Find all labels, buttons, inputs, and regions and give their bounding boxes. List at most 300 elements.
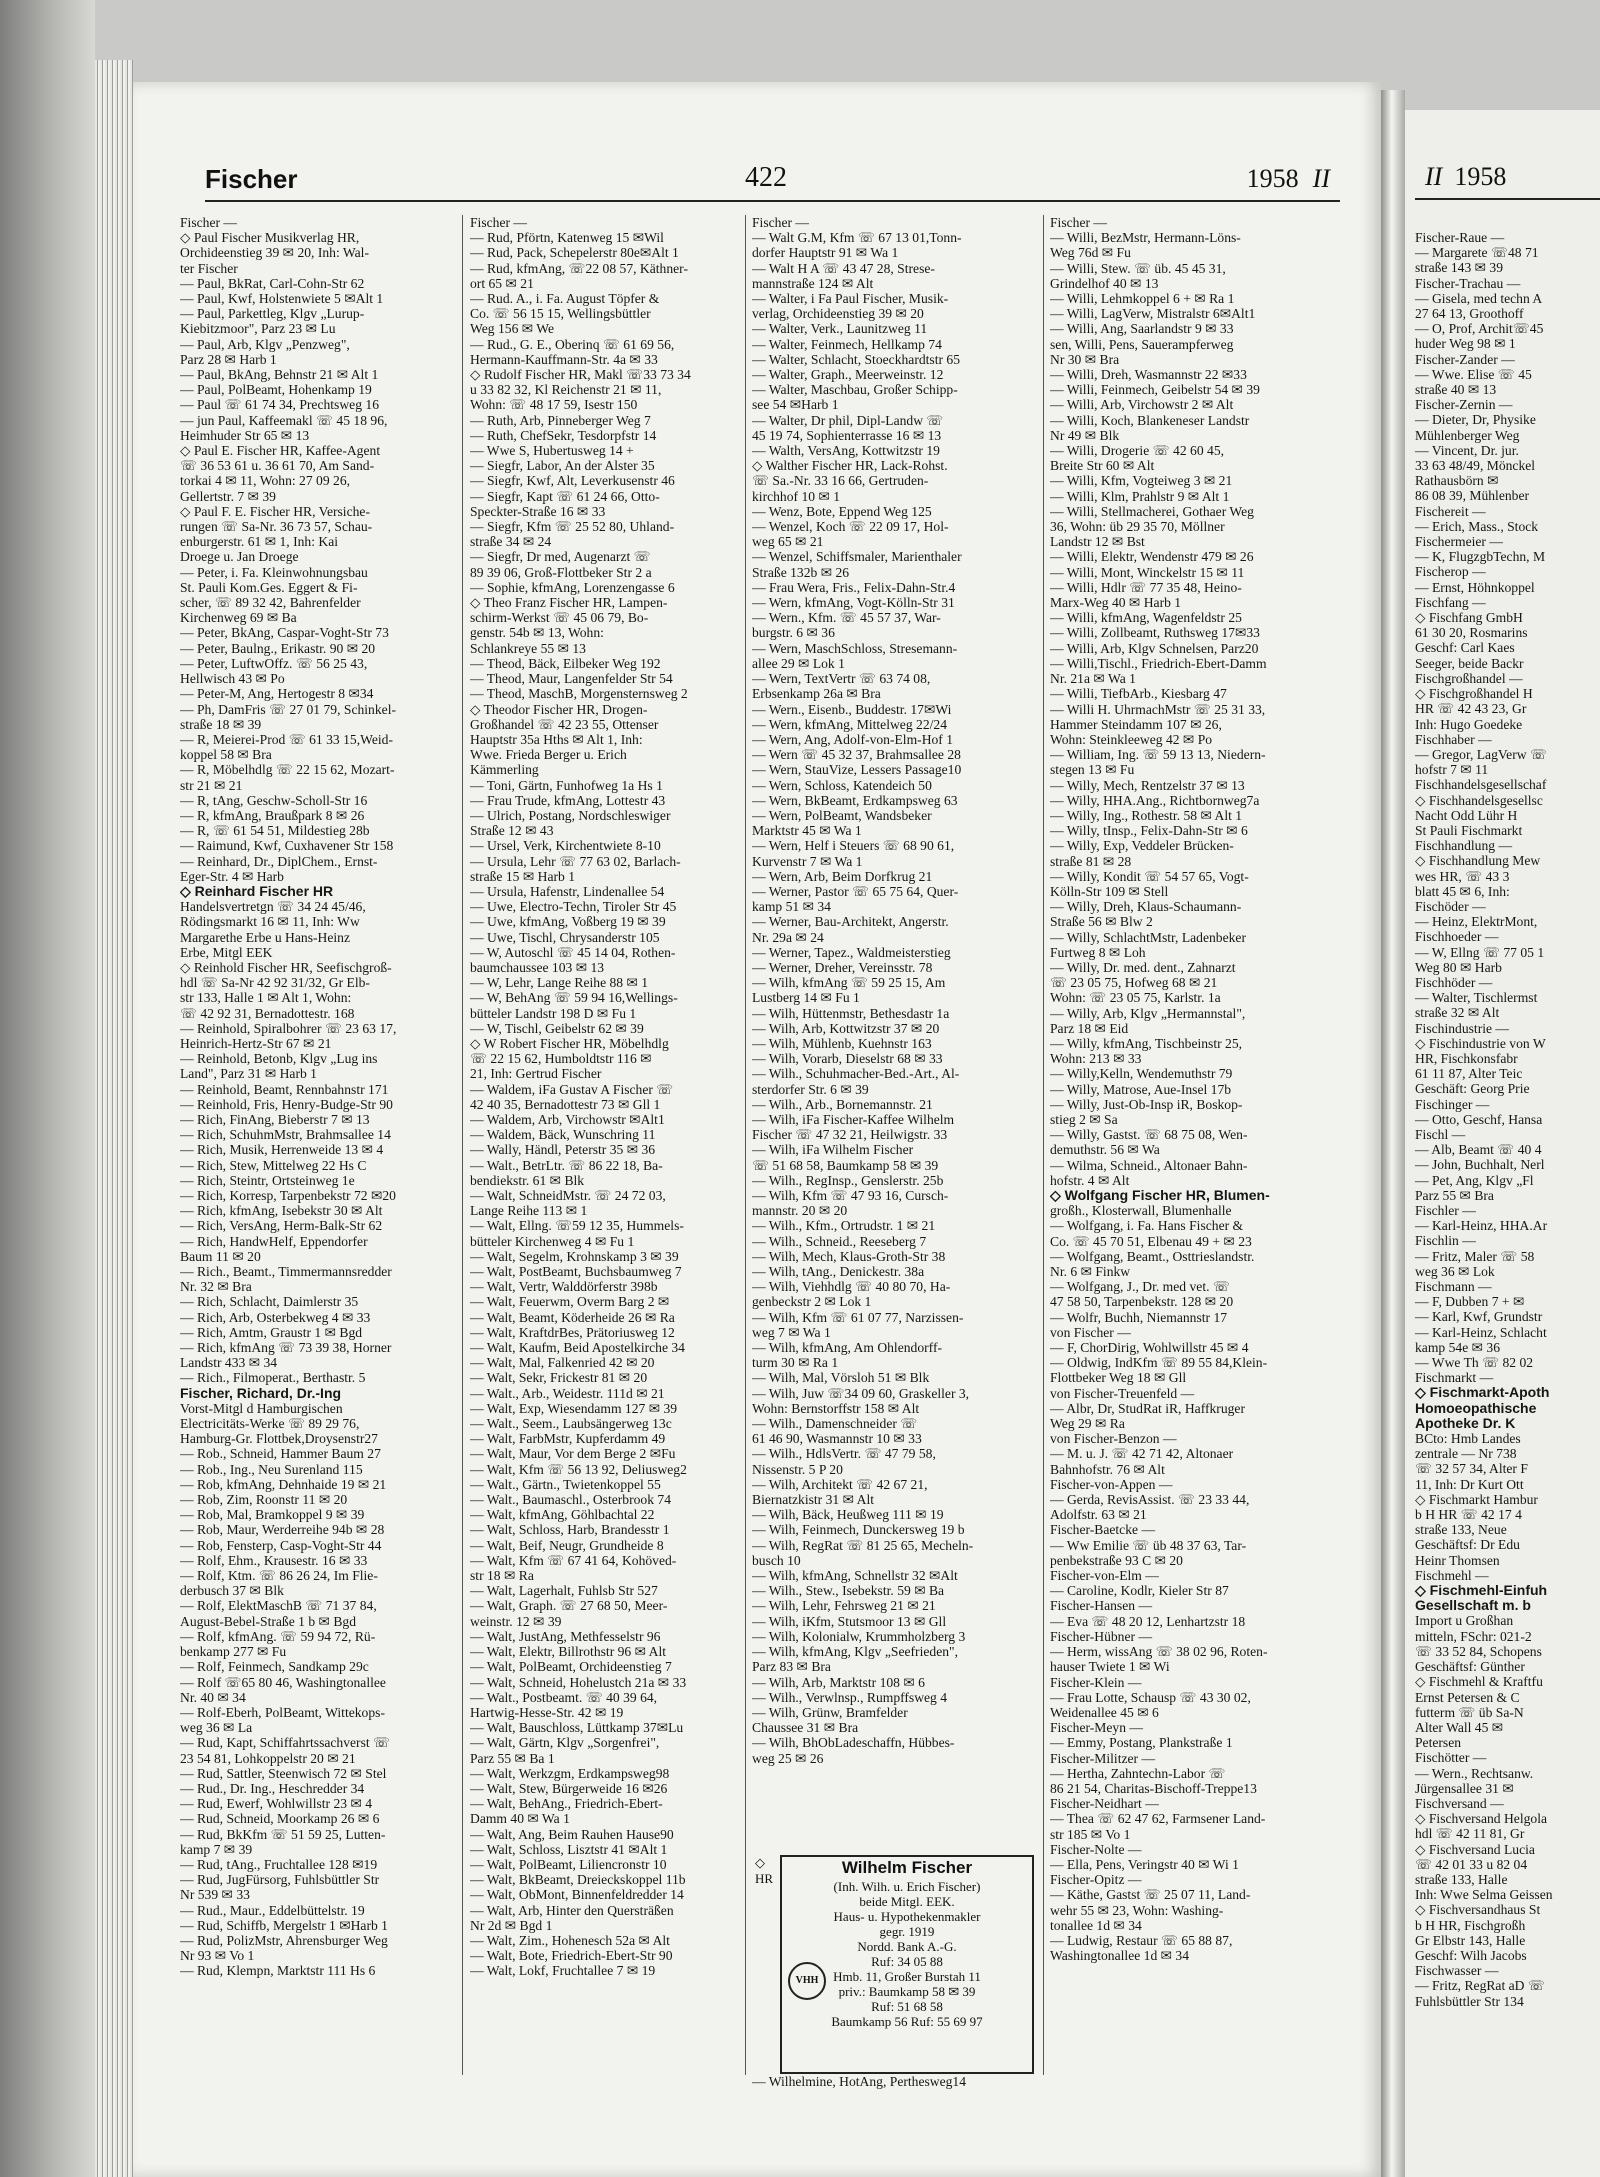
directory-entry-line: ◇ Walther Fischer HR, Lack-Rohst. xyxy=(752,458,948,474)
directory-entry-line: genstr. 54b ✉ 13, Wohn: xyxy=(470,625,604,641)
directory-entry-line: Nordd. Bank A.-G. xyxy=(857,1939,957,1954)
directory-entry-line: — Thea ☏ 62 47 62, Farmsener Land- xyxy=(1050,1811,1266,1827)
directory-entry-line: — Wilh, Kfm ☏ 61 07 77, Narzissen- xyxy=(752,1309,964,1325)
directory-entry-line: str 21 ✉ 21 xyxy=(180,777,243,793)
directory-entry-line: — Wern, PolBeamt, Wandsbeker xyxy=(752,807,932,823)
directory-entry-line: — Willi, Kfm, Vogteiweg 3 ✉ 21 xyxy=(1050,473,1233,489)
directory-entry-line: kamp 54e ✉ 36 xyxy=(1415,1339,1501,1355)
directory-entry-line: Heinrich-Hertz-Str 67 ✉ 21 xyxy=(180,1035,332,1051)
directory-entry-line: Bahnhofstr. 76 ✉ Alt xyxy=(1050,1461,1165,1477)
directory-entry-line: Fischer, Richard, Dr.-Ing xyxy=(180,1384,342,1401)
directory-entry-line: — Wilh, Grünw, Bramfelder xyxy=(752,1704,908,1720)
directory-entry-line: Co. ☏ 45 70 51, Elbenau 49 + ✉ 23 xyxy=(1050,1233,1252,1249)
directory-entry-line: — Walt, BkBeamt, Dreieckskoppel 11b xyxy=(470,1872,686,1888)
directory-entry-line: — Wilh, iFa Wilhelm Fischer xyxy=(752,1142,914,1158)
directory-entry-line: — Wilh., Arb., Bornemannstr. 21 xyxy=(752,1096,933,1112)
directory-entry-line: — Wilh, Mühlenb, Kuehnstr 163 xyxy=(752,1035,932,1051)
directory-entry-line: Fischer-Neidhart — xyxy=(1050,1796,1159,1812)
directory-entry-line: 86 21 54, Charitas-Bischoff-Treppe13 xyxy=(1050,1780,1257,1796)
directory-entry-line: — Pet, Ang, Klgv „Fl xyxy=(1415,1172,1534,1188)
directory-entry-line: ◇ Fischversandhaus St xyxy=(1415,1902,1541,1918)
directory-entry-line: — Wern, Schloss, Katendeich 50 xyxy=(752,777,932,793)
directory-entry-line: Geschäftsf: Dr Edu xyxy=(1415,1537,1520,1553)
directory-entry-line: — Walt, Werkzgm, Erdkampsweg98 xyxy=(470,1765,670,1781)
directory-entry-line: — Paul, Parkettleg, Klgv „Lurup- xyxy=(180,306,365,322)
directory-entry-line: turm 30 ✉ Ra 1 xyxy=(752,1355,839,1371)
directory-entry-line: — Peter, BkAng, Caspar-Voght-Str 73 xyxy=(180,625,389,641)
directory-entry-line: stegen 13 ✉ Fu xyxy=(1050,762,1135,778)
directory-entry-line: — Wilh, Viehhdlg ☏ 40 80 70, Ha- xyxy=(752,1279,951,1295)
directory-entry-line: ort 65 ✉ 21 xyxy=(470,275,534,291)
directory-entry-line: — Peter-M, Ang, Hertogestr 8 ✉34 xyxy=(180,686,374,702)
directory-entry-line: Fischermeier — xyxy=(1415,534,1503,550)
directory-entry-line: — Wilh, Feinmech, Dunckersweg 19 b xyxy=(752,1522,965,1538)
directory-entry-line: Orchideenstieg 39 ✉ 20, Inh: Wal- xyxy=(180,245,369,261)
directory-entry-line: Fischereit — xyxy=(1415,503,1486,519)
directory-entry-line: — Wern, Arb, Beim Dorfkrug 21 xyxy=(752,868,933,884)
directory-entry-line: Baumkamp 56 Ruf: 55 69 97 xyxy=(831,2014,983,2029)
directory-entry-line: — Wilh, kfmAng, Klgv „Seefrieden", xyxy=(752,1644,958,1660)
directory-entry-line: — Theod, Maur, Langenfelder Str 54 xyxy=(470,671,673,687)
directory-entry-line: huder Weg 98 ✉ 1 xyxy=(1415,336,1516,352)
directory-entry-line: Kurvenstr 7 ✉ Wa 1 xyxy=(752,853,863,869)
directory-entry-line: — Wilh, Mech, Klaus-Groth-Str 38 xyxy=(752,1248,946,1264)
directory-entry-line: — Walt, PostBeamt, Buchsbaumweg 7 xyxy=(470,1264,682,1280)
directory-entry-line: Washingtonallee 1d ✉ 34 xyxy=(1050,1948,1190,1964)
directory-entry-line: — Siegfr, Kfm ☏ 25 52 80, Uhland- xyxy=(470,519,675,535)
directory-entry-line: — Rich, VersAng, Herm-Balk-Str 62 xyxy=(180,1218,383,1234)
directory-entry-line: ◇ Paul F. E. Fischer HR, Versiche- xyxy=(180,503,370,519)
directory-entry-line: — Wilh., Kfm., Ortrudstr. 1 ✉ 21 xyxy=(752,1218,936,1234)
directory-entry-line: HR xyxy=(755,1871,774,1886)
directory-entry-line: Alter Wall 45 ✉ xyxy=(1415,1719,1504,1735)
directory-entry-line: Nr. 29a ✉ 24 xyxy=(752,929,824,945)
right-volume-label: II xyxy=(1425,162,1443,191)
directory-entry-line: — Rud., Dr. Ing., Heschredder 34 xyxy=(180,1780,365,1796)
directory-entry-line: Adolfstr. 63 ✉ 21 xyxy=(1050,1507,1147,1523)
directory-entry-line: — Ww Emilie ☏ üb 48 37 63, Tar- xyxy=(1050,1537,1247,1553)
directory-entry-line: Inh: Hugo Goedeke xyxy=(1415,716,1523,732)
directory-entry-line: — Wilh, Mal, Vörsloh 51 ✉ Blk xyxy=(752,1370,930,1386)
directory-entry-line: — Walt, PolBeamt, Liliencronstr 10 xyxy=(470,1856,667,1872)
directory-entry-line: — Rich, Korresp, Tarpenbekstr 72 ✉20 xyxy=(180,1188,396,1203)
directory-entry-line: — Rob., Schneid, Hammer Baum 27 xyxy=(180,1446,381,1462)
directory-entry-line: straße 133, Neue xyxy=(1415,1522,1507,1538)
directory-entry-line: — Walt, Kaufm, Beid Apostelkirche 34 xyxy=(470,1340,685,1356)
directory-entry-line: — Walt, KraftdrBes, Prätoriusweg 12 xyxy=(470,1324,675,1340)
directory-entry-line: — Walt., BetrLtr. ☏ 86 22 18, Ba- xyxy=(470,1157,663,1173)
directory-entry-line: — Hertha, Zahntechn-Labor ☏ xyxy=(1050,1765,1226,1781)
right-page-header xyxy=(1415,158,1600,200)
directory-page-right xyxy=(1405,110,1600,2177)
directory-entry-line: Fischer-Hansen — xyxy=(1050,1598,1153,1614)
directory-entry-line: — Theod, MaschB, Morgensternsweg 2 xyxy=(470,686,688,702)
directory-entry-line: Fischer-Opitz — xyxy=(1050,1872,1142,1888)
page-stack-edge xyxy=(95,60,133,2177)
directory-entry-line: Gellertstr. 7 ✉ 39 xyxy=(180,488,276,504)
directory-entry-line: — Rich., Filmoperat., Berthastr. 5 xyxy=(180,1370,366,1386)
directory-entry-line: — Walt, Elektr, Billrothstr 96 ✉ Alt xyxy=(470,1644,667,1660)
directory-entry-line: Nr 93 ✉ Vo 1 xyxy=(180,1948,255,1964)
directory-entry-line: Erbsenkamp 26a ✉ Bra xyxy=(752,686,881,702)
directory-entry-line: — Willi, Elektr, Wendenstr 479 ✉ 26 xyxy=(1050,549,1254,565)
directory-entry-line: torkai 4 ✉ 11, Wohn: 27 09 26, xyxy=(180,473,351,489)
directory-entry-line: ☏ 32 57 34, Alter F xyxy=(1415,1461,1528,1477)
directory-entry-line: Fischer — xyxy=(752,215,810,230)
directory-entry-line: Fischfang — xyxy=(1415,594,1486,610)
directory-entry-line: Geschäft: Georg Prie xyxy=(1415,1081,1530,1097)
directory-entry-line: — Rich, Steintr, Ortsteinweg 1e xyxy=(180,1172,355,1188)
directory-entry-line: — Rolf, Ktm. ☏ 86 26 24, Im Flie- xyxy=(180,1568,378,1584)
directory-entry-line: — Willy, Ing., Rothestr. 58 ✉ Alt 1 xyxy=(1050,807,1243,823)
directory-entry-line: ◇ Theodor Fischer HR, Drogen- xyxy=(470,701,648,717)
directory-entry-line: — Walt H A ☏ 43 47 28, Strese- xyxy=(752,260,935,276)
directory-entry-line: weg 36 ✉ Lok xyxy=(1415,1263,1495,1279)
directory-entry-line: hdl ☏ 42 11 81, Gr xyxy=(1415,1826,1525,1842)
directory-entry-line: — Walt., Baumaschl., Osterbrook 74 xyxy=(470,1492,672,1508)
directory-entry-line: — Rolf, Feinmech, Sandkamp 29c xyxy=(180,1659,369,1675)
directory-entry-line: kirchhof 10 ✉ 1 xyxy=(752,488,841,504)
directory-entry-line: — Karl-Heinz, HHA.Ar xyxy=(1415,1218,1548,1234)
running-head-name: Fischer xyxy=(205,164,298,194)
directory-entry-line: Fischversand — xyxy=(1415,1795,1504,1811)
directory-entry-line: Fischhöder — xyxy=(1415,974,1493,990)
directory-entry-line: — Rich, Stew, Mittelweg 22 Hs C xyxy=(180,1157,367,1173)
directory-entry-line: — K, FlugzgbTechn, M xyxy=(1415,549,1546,565)
directory-entry-line: — Walth, VersAng, Kottwitzstr 19 xyxy=(752,443,940,459)
directory-entry-line: — Walt, SchneidMstr. ☏ 24 72 03, xyxy=(470,1188,666,1203)
directory-entry-line: — Rud, kfmAng, ☏22 08 57, Käthner- xyxy=(470,260,688,276)
directory-entry-line: Fischhandelsgesellschaf xyxy=(1415,777,1547,793)
directory-entry-line: str 185 ✉ Vo 1 xyxy=(1050,1826,1131,1842)
right-year-label: 1958 xyxy=(1454,162,1507,191)
directory-entry-line: sen, Willi, Pens, Sauerampferweg xyxy=(1050,336,1234,352)
directory-entry-line: ◇ W Robert Fischer HR, Möbelhdlg xyxy=(470,1035,669,1051)
directory-entry-line: — R, Möbelhdlg ☏ 22 15 62, Mozart- xyxy=(180,762,395,778)
directory-entry-line: 89 39 06, Groß-Flottbeker Str 2 a xyxy=(470,564,652,580)
directory-entry-line: ◇ Fischfang GmbH xyxy=(1415,610,1523,626)
directory-entry-line: ◇ Rudolf Fischer HR, Makl ☏33 73 34 xyxy=(470,367,691,383)
directory-entry-line: — Paul, PolBeamt, Hohenkamp 19 xyxy=(180,382,372,398)
directory-entry-line: 23 54 81, Lohkoppelstr 20 ✉ 21 xyxy=(180,1750,356,1766)
directory-entry-line: — R, kfmAng, Braußpark 8 ✉ 26 xyxy=(180,807,365,823)
directory-entry-line: — Willy, Gastst. ☏ 68 75 08, Wen- xyxy=(1050,1127,1248,1143)
directory-entry-line: — Paul, BkRat, Carl-Cohn-Str 62 xyxy=(180,275,365,291)
ad-company-name: Wilhelm Fischer xyxy=(841,1858,973,1877)
directory-entry-line: — Wern, Ang, Adolf-von-Elm-Hof 1 xyxy=(752,731,954,747)
directory-entry-line: — Rud., G. E., Oberinq ☏ 61 69 56, xyxy=(470,336,675,352)
directory-entry-line: — Emmy, Postang, Plankstraße 1 xyxy=(1050,1735,1233,1751)
directory-entry-line: — Wilh, Juw ☏34 09 60, Graskeller 3, xyxy=(752,1385,970,1401)
directory-entry-line: — Wilh, Architekt ☏ 42 67 21, xyxy=(752,1476,928,1492)
directory-entry-line: — Karl, Kwf, Grundstr xyxy=(1415,1309,1543,1325)
directory-entry-line: — Walt, BehAng., Friedrich-Ebert- xyxy=(470,1796,663,1812)
directory-entry-line: Geschf: Wilh Jacobs xyxy=(1415,1947,1527,1963)
directory-entry-line: — Rob, Mal, Bramkoppel 9 ✉ 39 xyxy=(180,1507,365,1523)
directory-entry-line: Hamburg-Gr. Flottbek,Droysenstr27 xyxy=(180,1431,378,1447)
directory-entry-line: — Rich, kfmAng ☏ 73 39 38, Horner xyxy=(180,1340,392,1356)
directory-entry-line: ◇ Fischhandelsgesellsc xyxy=(1415,792,1543,808)
directory-entry-line: hauser Twiete 1 ✉ Wi xyxy=(1050,1659,1170,1675)
directory-entry-line: weinstr. 12 ✉ 39 xyxy=(470,1613,562,1629)
directory-entry-line: — Otto, Geschf, Hansa xyxy=(1415,1111,1543,1127)
ad-lines xyxy=(782,1879,1032,2029)
directory-entry-line: Fischhandlung — xyxy=(1415,838,1513,854)
directory-entry-line: — Willi, Lehmkoppel 6 + ✉ Ra 1 xyxy=(1050,291,1235,307)
directory-entry-line: Fischer-Militzer — xyxy=(1050,1750,1156,1766)
directory-entry-line: — Wilh, Kfm ☏ 47 93 16, Cursch- xyxy=(752,1188,949,1203)
directory-entry-line: — O, Prof, Archit☏45 xyxy=(1415,321,1544,337)
directory-entry-line: — Rich, Arb, Osterbekweg 4 ✉ 33 xyxy=(180,1309,371,1325)
directory-entry-line: — Wilh., Stew., Isebekstr. 59 ✉ Ba xyxy=(752,1583,945,1599)
directory-entry-line: Geschf: Carl Kaes xyxy=(1415,640,1515,656)
directory-entry-line: — Sophie, kfmAng, Lorenzengasse 6 xyxy=(470,579,675,595)
directory-entry-line: — Wenz, Bote, Eppend Weg 125 xyxy=(752,503,932,519)
directory-entry-line: — Wilh, Arb, Kottwitzstr 37 ✉ 20 xyxy=(752,1020,940,1036)
directory-entry-line: — Walt, Bote, Friedrich-Ebert-Str 90 xyxy=(470,1948,673,1964)
directory-entry-line: — Wolfr, Buchh, Niemannstr 17 xyxy=(1050,1309,1228,1325)
directory-entry-line: — Willi, Zollbeamt, Ruthsweg 17✉33 xyxy=(1050,625,1260,641)
directory-entry-line: ◇ Fischversand Lucia xyxy=(1415,1841,1535,1857)
directory-entry-line: straße 32 ✉ Alt xyxy=(1415,1005,1500,1021)
directory-entry-line: Fischöder — xyxy=(1415,898,1486,914)
directory-entry-line: futterm ☏ üb Sa-N xyxy=(1415,1704,1524,1720)
directory-entry-line: — Wern, Helf i Steuers ☏ 68 90 61, xyxy=(752,838,955,854)
directory-entry-line: hdl ☏ Sa-Nr 42 92 31/32, Gr Elb- xyxy=(180,975,370,991)
directory-entry-line: — R, tAng, Geschw-Scholl-Str 16 xyxy=(180,792,368,808)
directory-entry-line: — Walt, PolBeamt, Orchideenstieg 7 xyxy=(470,1659,672,1675)
directory-entry-line: — Rich, Musik, Herrenweide 13 ✉ 4 xyxy=(180,1142,384,1158)
directory-entry-line: von Fischer-Benzon — xyxy=(1050,1431,1177,1447)
directory-entry-line: — Wern, kfmAng, Mittelweg 22/24 xyxy=(752,716,947,732)
directory-entry-line: Kirchenweg 69 ✉ Ba xyxy=(180,610,297,626)
directory-entry-line: — Ruth, ChefSekr, Tesdorpfstr 14 xyxy=(470,427,657,443)
directory-entry-line: — Walt, Schloss, Harb, Brandesstr 1 xyxy=(470,1522,670,1538)
directory-entry-line: — Walt, Gärtn, Klgv „Sorgenfrei", xyxy=(470,1735,660,1751)
directory-entry-line: — Oldwig, IndKfm ☏ 89 55 84,Klein- xyxy=(1050,1355,1268,1371)
directory-entry-line: — Wilh, Lehr, Fehrsweg 21 ✉ 21 xyxy=(752,1598,936,1614)
directory-entry-line: — Willy, HHA.Ang., Richtbornweg7a xyxy=(1050,792,1260,808)
directory-entry-line: Fischer-von-Elm — xyxy=(1050,1568,1159,1584)
directory-entry-line: kamp 7 ✉ 39 xyxy=(180,1841,253,1857)
directory-entry-line: Fischinger — xyxy=(1415,1096,1490,1112)
directory-entry-line: — Willi, Arb, Virchowstr 2 ✉ Alt xyxy=(1050,397,1234,413)
directory-entry-line: bendiekstr. 61 ✉ Blk xyxy=(470,1172,585,1188)
directory-entry-line: ◇ Wolfgang Fischer HR, Blumen- xyxy=(1050,1187,1270,1203)
directory-entry-line: priv.: Baumkamp 58 ✉ 39 xyxy=(838,1984,976,1999)
directory-column-2 xyxy=(470,215,735,2080)
directory-entry-line: — W, Ellng ☏ 77 05 1 xyxy=(1415,944,1545,960)
directory-entry-line: — Rud, PolizMstr, Ahrensburger Weg xyxy=(180,1932,388,1948)
directory-entry-line: — Rob, Fensterp, Casp-Voght-Str 44 xyxy=(180,1537,382,1553)
directory-entry-line: — Karl-Heinz, Schlacht xyxy=(1415,1324,1547,1340)
directory-column-4 xyxy=(1050,215,1330,2080)
directory-entry-line: — Walter, Dr phil, Dipl-Landw ☏ xyxy=(752,412,944,428)
directory-entry-line: — Erich, Mass., Stock xyxy=(1415,518,1539,534)
scan-binding-edge xyxy=(0,0,95,2177)
directory-entry-line: str 133, Halle 1 ✉ Alt 1, Wohn: xyxy=(180,990,352,1006)
directory-entry-line: — Walt., Arb., Weidestr. 111d ✉ 21 xyxy=(470,1385,665,1401)
directory-entry-line: HR ☏ 42 43 23, Gr xyxy=(1415,701,1527,717)
directory-entry-line: Mühlenberger Weg xyxy=(1415,427,1520,443)
directory-entry-line: — Wern ☏ 45 32 37, Brahmsallee 28 xyxy=(752,747,961,763)
directory-entry-line: ◇ Fischmehl & Kraftfu xyxy=(1415,1674,1543,1690)
directory-entry-line: Hammer Steindamm 107 ✉ 26, xyxy=(1050,716,1222,732)
directory-entry-line: — Dieter, Dr, Physike xyxy=(1415,412,1536,428)
directory-entry-line: — Willi, LagVerw, Mistralstr 6✉Alt1 xyxy=(1050,306,1256,322)
directory-entry-line: 21, Inh: Gertrud Fischer xyxy=(470,1066,602,1082)
directory-entry-line: — Rud. A., i. Fa. August Töpfer & xyxy=(470,291,660,307)
directory-entry-line: Lange Reihe 113 ✉ 1 xyxy=(470,1203,588,1219)
directory-entry-line: Fischler — xyxy=(1415,1203,1476,1218)
directory-entry-line: genbeckstr 2 ✉ Lok 1 xyxy=(752,1294,872,1310)
directory-entry-line: Fischer-Zernin — xyxy=(1415,397,1513,413)
directory-entry-line: — jun Paul, Kaffeemakl ☏ 45 18 96, xyxy=(180,412,388,428)
directory-entry-line: Fischer — xyxy=(180,215,238,230)
directory-entry-line: — Walt, FarbMstr, Kupferdamm 49 xyxy=(470,1431,666,1447)
directory-entry-line: — Wilh., Damenschneider ☏ xyxy=(752,1416,918,1432)
directory-entry-line: — Walter, Maschbau, Großer Schipp- xyxy=(752,382,958,398)
directory-entry-line: Homoeopathische xyxy=(1415,1399,1537,1416)
directory-entry-line: — Willi H. UhrmachMstr ☏ 25 31 33, xyxy=(1050,701,1266,717)
directory-entry-line: — Walter, Schlacht, Stoeckhardtstr 65 xyxy=(752,351,961,367)
directory-entry-line: scher, ☏ 89 32 42, Bahrenfelder xyxy=(180,595,361,611)
directory-entry-line: beide Mitgl. EEK. xyxy=(859,1894,955,1909)
directory-entry-line: koppel 58 ✉ Bra xyxy=(180,747,272,763)
directory-entry-line: demuthstr. 56 ✉ Wa xyxy=(1050,1142,1160,1158)
directory-entry-line: — Rud., Maur., Eddelbüttelstr. 19 xyxy=(180,1902,365,1918)
directory-entry-line: — Wally, Händl, Peterstr 35 ✉ 36 xyxy=(470,1142,656,1158)
directory-entry-line: Marktstr 45 ✉ Wa 1 xyxy=(752,823,862,839)
directory-entry-line: wes HR, ☏ 43 3 xyxy=(1415,868,1510,884)
directory-entry-line: — Willy, Dreh, Klaus-Schaumann- xyxy=(1050,899,1242,915)
directory-entry-line: ◇ Paul E. Fischer HR, Kaffee-Agent xyxy=(180,443,381,459)
directory-entry-line: Gesellschaft m. b xyxy=(1415,1597,1531,1614)
directory-entry-line: — Wilh, tAng., Denickestr. 38a xyxy=(752,1264,925,1280)
directory-entry-line: enburgerstr. 61 ✉ 1, Inh: Kai xyxy=(180,534,339,550)
column-rule xyxy=(462,215,463,2075)
directory-entry-line: — Rolf, ElektMaschB ☏ 71 37 84, xyxy=(180,1598,377,1614)
directory-entry-line: — Frau Wera, Fris., Felix-Dahn-Str.4 xyxy=(752,579,956,595)
directory-entry-line: — Ruth, Arb, Pinneberger Weg 7 xyxy=(470,412,651,428)
directory-entry-line: straße 81 ✉ 28 xyxy=(1050,853,1132,869)
directory-entry-line: von Fischer — xyxy=(1050,1324,1131,1340)
directory-entry-line: — Willy, Arb, Klgv „Hermannstal", xyxy=(1050,1005,1246,1021)
directory-entry-line: — Walter, Graph., Meerweinstr. 12 xyxy=(752,367,944,383)
directory-entry-line: ◇ Fischindustrie von W xyxy=(1415,1035,1546,1051)
directory-entry-line: Wohn: Steinkleeweg 42 ✉ Po xyxy=(1050,731,1213,747)
column-rule xyxy=(1043,215,1044,2075)
directory-entry-line: Parz 55 ✉ Bra xyxy=(1415,1187,1494,1203)
directory-entry-line: Weg 76d ✉ Fu xyxy=(1050,245,1131,261)
directory-entry-line: — Rud, Ewerf, Wohlwillstr 23 ✉ 4 xyxy=(180,1796,373,1812)
directory-entry-line: — Ursel, Verk, Kirchentwiete 8-10 xyxy=(470,838,661,854)
directory-entry-line: — Rolf ☏65 80 46, Washingtonallee xyxy=(180,1674,386,1690)
directory-entry-line: ☏ 42 92 31, Bernadottestr. 168 xyxy=(180,1005,355,1021)
directory-entry-line: Hartwig-Hesse-Str. 42 ✉ 19 xyxy=(470,1704,624,1720)
directory-entry-line: Straße 12 ✉ 43 xyxy=(470,823,554,839)
directory-entry-line: BCto: Hmb Landes xyxy=(1415,1431,1521,1447)
directory-entry-line: Rathausbörn ✉ xyxy=(1415,473,1499,489)
directory-entry-line: — Wilh, Bäck, Heußweg 111 ✉ 19 xyxy=(752,1507,944,1523)
directory-entry-line: — Rud, Kapt, Schiffahrtssachverst ☏ xyxy=(180,1735,391,1751)
directory-entry-line: — Rud, Pförtn, Katenweg 15 ✉Wil xyxy=(470,230,664,246)
advertisement-box xyxy=(780,1855,1034,2074)
directory-entry-line: Fischmarkt — xyxy=(1415,1370,1494,1386)
directory-entry-line: — Werner, Tapez., Waldmeisterstieg xyxy=(752,944,951,960)
directory-entry-line: — Werner, Pastor ☏ 65 75 64, Quer- xyxy=(752,883,959,899)
directory-entry-line: — Gregor, LagVerw ☏ xyxy=(1415,746,1547,762)
directory-entry-line: — Wilh, Vorarb, Dieselstr 68 ✉ 33 xyxy=(752,1051,943,1067)
directory-entry-line: 61 46 90, Wasmannstr 10 ✉ 33 xyxy=(752,1431,922,1447)
directory-entry-line: Fischwasser — xyxy=(1415,1963,1499,1979)
directory-entry-line: Haus- u. Hypothekenmakler xyxy=(833,1909,981,1924)
directory-entry-line: Baum 11 ✉ 20 xyxy=(180,1248,261,1264)
directory-entry-line: Nr. 21a ✉ Wa 1 xyxy=(1050,671,1136,687)
directory-entry-line: — Walt, Graph. ☏ 27 68 50, Meer- xyxy=(470,1598,668,1614)
directory-entry-line: mannstraße 124 ✉ Alt xyxy=(752,275,874,291)
directory-entry-line: Fischhaber — xyxy=(1415,731,1492,747)
directory-entry-line: Fischhoeder — xyxy=(1415,929,1499,945)
directory-entry-line: — Peter, Baulng., Erikastr. 90 ✉ 20 xyxy=(180,640,376,656)
directory-entry-line: Weg 156 ✉ We xyxy=(470,321,555,337)
directory-entry-line: — Waldem, Arb, Virchowstr ✉Alt1 xyxy=(470,1111,665,1127)
directory-entry-line: — Willi, Stew. ☏ üb. 45 45 31, xyxy=(1050,260,1226,276)
directory-entry-line: weg 36 ✉ La xyxy=(180,1720,253,1736)
directory-entry-line: Hermann-Kauffmann-Str. 4a ✉ 33 xyxy=(470,351,658,367)
directory-entry-line: 61 30 20, Rosmarins xyxy=(1415,625,1528,641)
directory-entry-line: Handelsvertretgn ☏ 34 24 45/46, xyxy=(180,899,366,915)
directory-entry-line: — Willi, Hdlr ☏ 77 35 48, Heino- xyxy=(1050,579,1242,595)
directory-entry-line: — F, Dubben 7 + ✉ xyxy=(1415,1294,1525,1310)
directory-entry-line: — Willy, Matrose, Aue-Insel 17b xyxy=(1050,1081,1232,1097)
directory-entry-line: von Fischer-Treuenfeld — xyxy=(1050,1385,1195,1401)
directory-entry-line: August-Bebel-Straße 1 b ✉ Bgd xyxy=(180,1613,357,1629)
directory-column-3-after-ad xyxy=(752,2074,1017,2094)
directory-entry-line: — Ursula, Hafenstr, Lindenallee 54 xyxy=(470,883,665,899)
directory-entry-line: — Walt, Zim., Hohenesch 52a ✉ Alt xyxy=(470,1932,670,1948)
directory-entry-line: — Wern, TextVertr ☏ 63 74 08, xyxy=(752,671,931,687)
directory-entry-line: — Willy, Just-Ob-Insp iR, Boskop- xyxy=(1050,1096,1243,1112)
directory-entry-line: — Siegfr, Kapt ☏ 61 24 66, Otto- xyxy=(470,488,660,504)
directory-entry-line: ◇ Fischmarkt-Apoth xyxy=(1415,1384,1550,1401)
directory-entry-line: — Herm, wissAng ☏ 38 02 96, Roten- xyxy=(1050,1644,1268,1660)
directory-entry-line: — Wilh., Verwlnsp., Rumpffsweg 4 xyxy=(752,1689,948,1705)
directory-entry-line: Fuhlsbüttler Str 134 xyxy=(1415,1993,1524,2009)
directory-entry-line: — Alb, Beamt ☏ 40 4 xyxy=(1415,1142,1542,1158)
directory-entry-line: — Wilma, Schneid., Altonaer Bahn- xyxy=(1050,1157,1248,1173)
directory-entry-line: Fischerop — xyxy=(1415,564,1486,580)
directory-entry-line: Wohn: ☏ 48 17 59, Isestr 150 xyxy=(470,397,638,413)
directory-entry-line: — M. u. J. ☏ 42 71 42, Altonaer xyxy=(1050,1446,1234,1462)
directory-entry-line: — Walt, Ellng. ☏59 12 35, Hummels- xyxy=(470,1218,684,1234)
directory-entry-line: — Wilhelmine, HotAng, Perthesweg14 xyxy=(752,2074,967,2089)
directory-entry-line: Nr 2d ✉ Bgd 1 xyxy=(470,1917,553,1933)
directory-entry-line: see 54 ✉Harb 1 xyxy=(752,397,839,413)
directory-entry-line: ◇ Paul Fischer Musikverlag HR, xyxy=(180,230,360,246)
directory-entry-line: — Willi, Stellmacherei, Gothaer Weg xyxy=(1050,503,1254,519)
directory-entry-line: — Wilh, kfmAng ☏ 59 25 15, Am xyxy=(752,975,946,991)
directory-entry-line: — Walt G.M, Kfm ☏ 67 13 01,Tonn- xyxy=(752,230,962,246)
directory-entry-line: Nr 49 ✉ Blk xyxy=(1050,427,1120,443)
directory-entry-line: Fischer-Meyn — xyxy=(1050,1720,1143,1736)
directory-entry-line: ☏ 23 05 75, Hofweg 68 ✉ 21 xyxy=(1050,975,1218,991)
directory-entry-line: 42 40 35, Bernadottestr 73 ✉ Gll 1 xyxy=(470,1096,661,1112)
directory-entry-line: — Willi, kfmAng, Wagenfeldstr 25 xyxy=(1050,610,1242,626)
directory-entry-line: Grindelhof 40 ✉ 13 xyxy=(1050,275,1159,291)
directory-entry-line: ◇ Fischmehl-Einfuh xyxy=(1415,1582,1548,1599)
directory-entry-line: stieg 2 ✉ Sa xyxy=(1050,1111,1118,1127)
